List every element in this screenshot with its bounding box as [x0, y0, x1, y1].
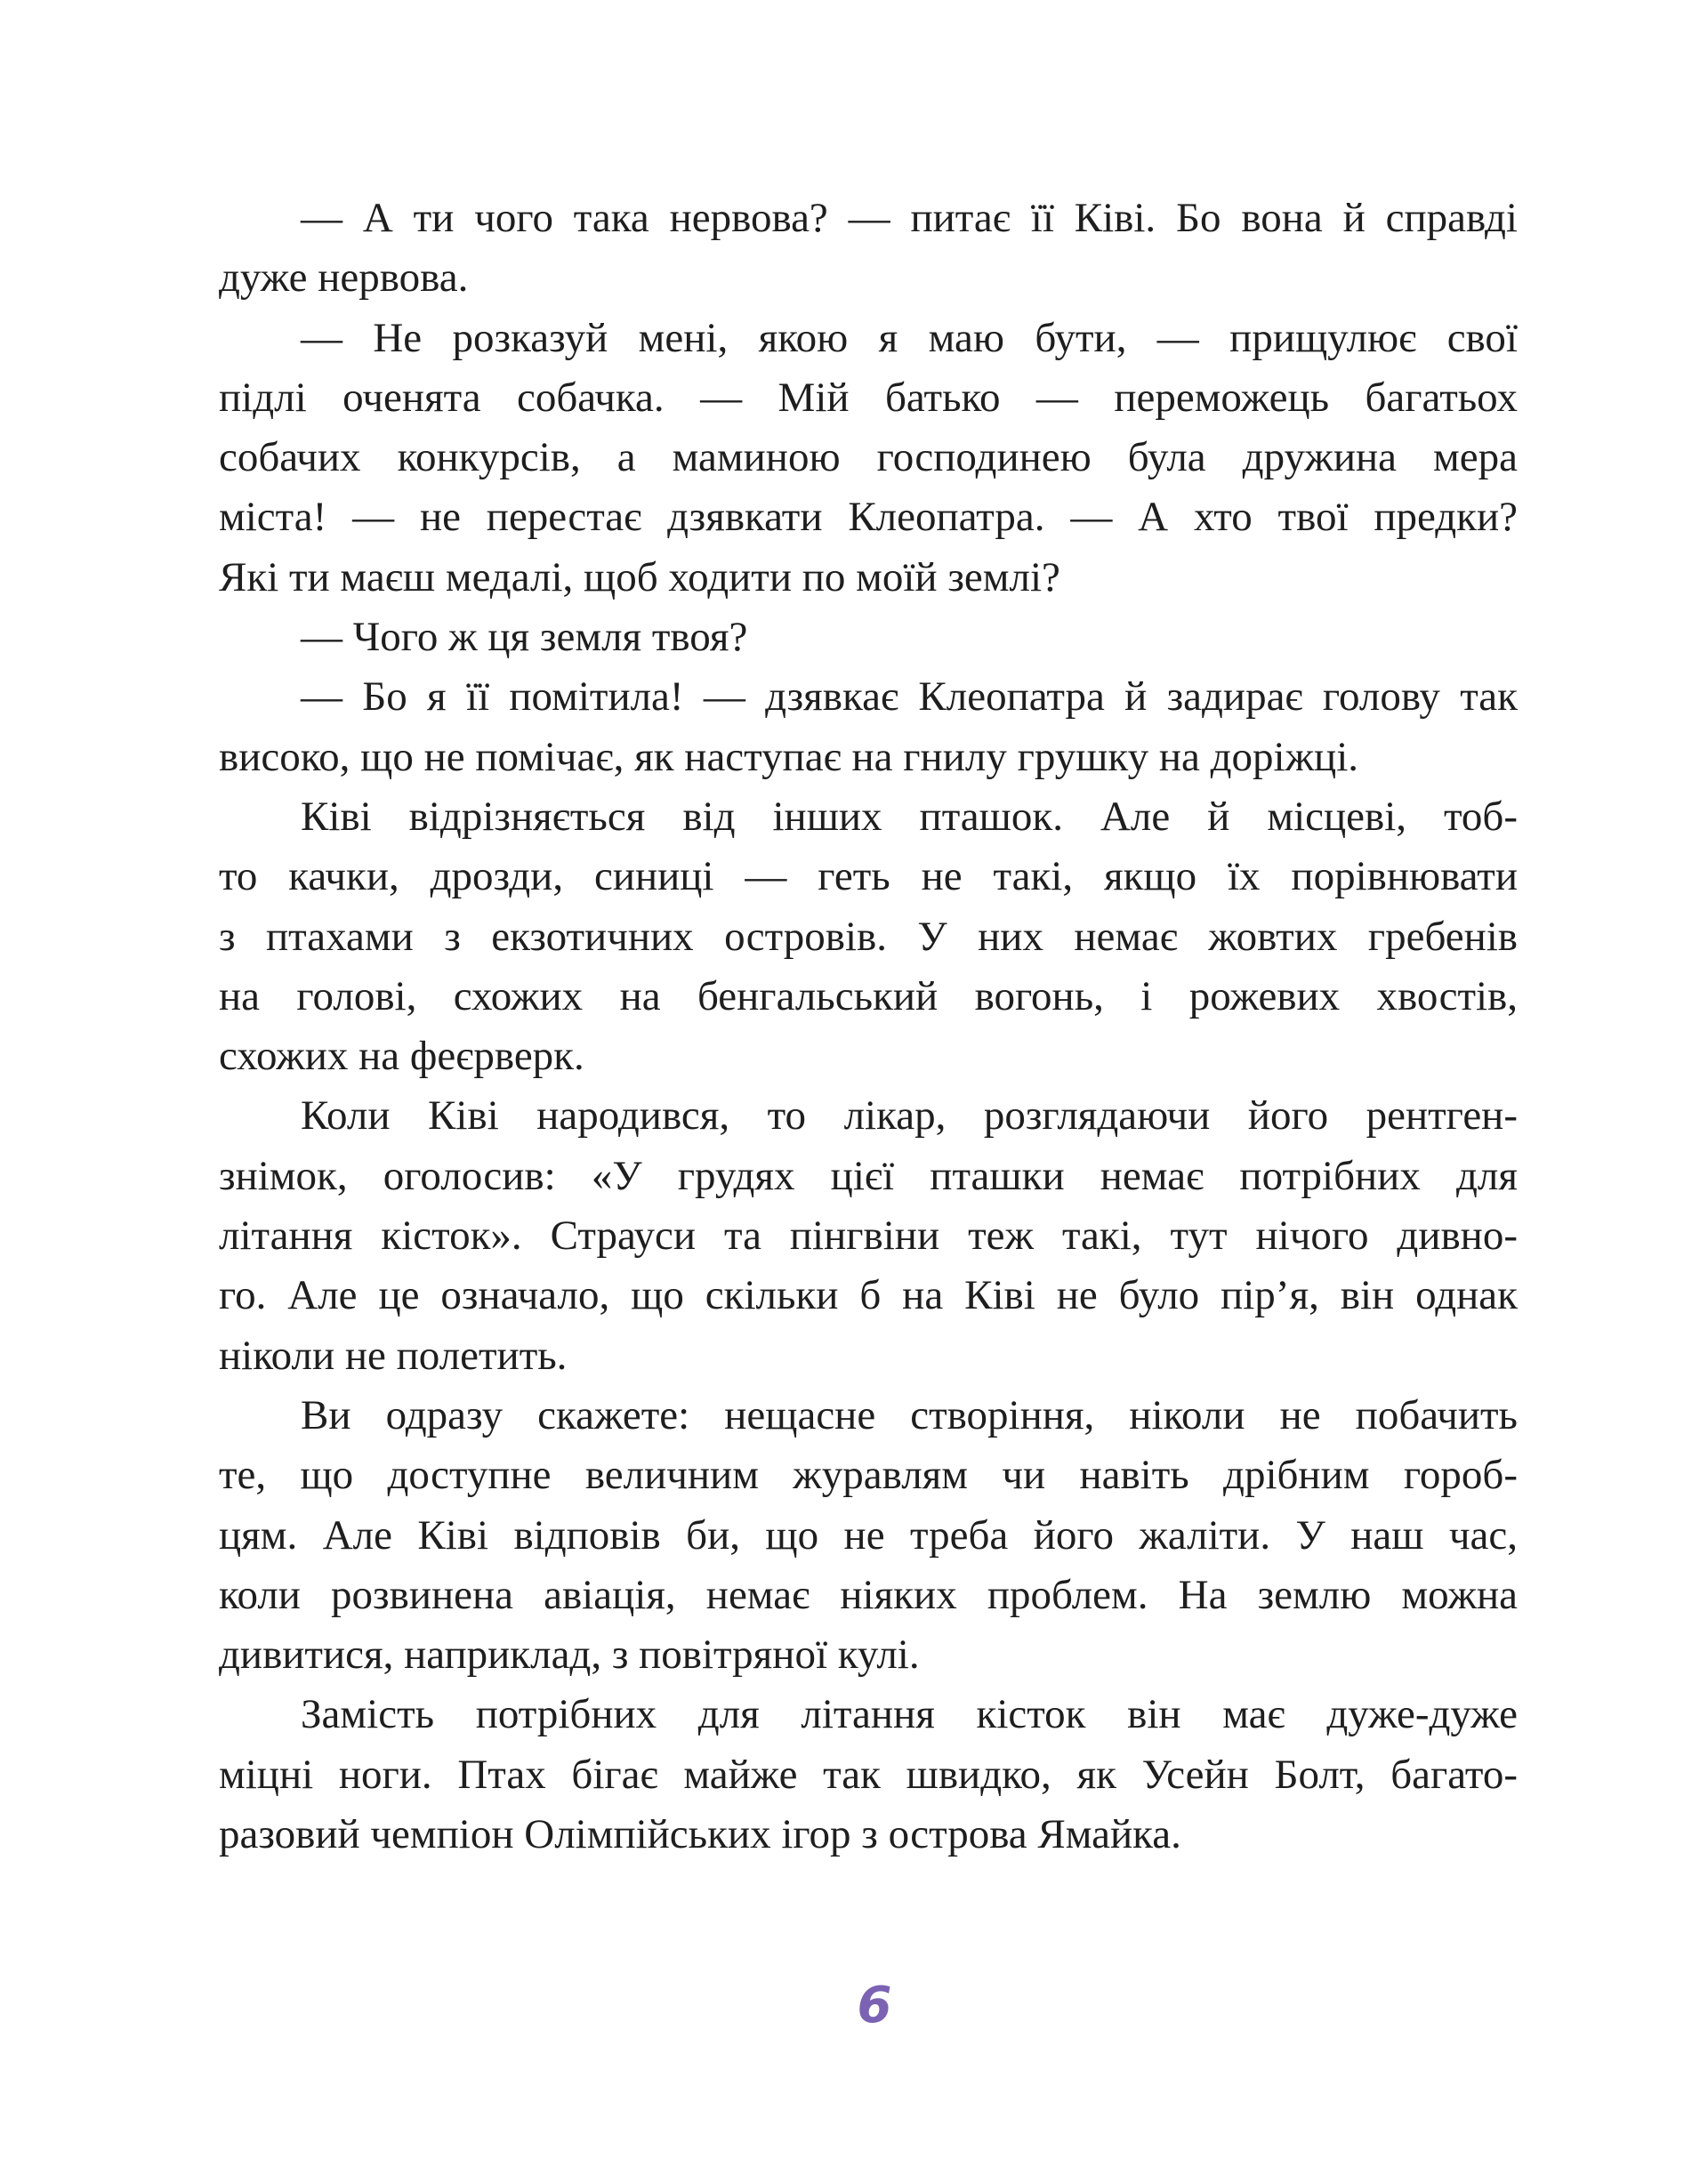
text-line: — Чого ж ця земля твоя?: [301, 614, 748, 661]
text-line: — А ти чого така нервова? — питає її Ківі. Бо вона й справді: [301, 195, 1518, 241]
text-line: Які ти маєш медалі, щоб ходити по моїй землі?: [219, 553, 1060, 600]
text-line: з птахами з екзотичних островів. У них немає жовтих гребенів: [219, 913, 1518, 960]
text-line: Коли Ківі народився, то лікар, розглядаючи його рентген-: [301, 1092, 1518, 1140]
text-line: Ківі відрізняється від інших пташок. Але й місцеві, тоб-: [301, 793, 1518, 840]
text-line: літання кісток». Страуси та пінгвіни теж такі, тут нічого дивно-: [219, 1212, 1518, 1260]
book-page-text: [219, 189, 1518, 1865]
text-line: дивитися, наприклад, з повітряної кулі.: [219, 1631, 920, 1679]
page-number: 6: [857, 1977, 892, 2034]
text-line: то качки, дрозди, синиці — геть не такі, якщо їх порівнювати: [219, 853, 1518, 900]
text-line: цям. Але Ківі відповів би, що не треба його жаліти. У наш час,: [219, 1511, 1518, 1559]
text-line: Ви одразу скажете: нещасне створіння, ніколи не побачить: [301, 1391, 1518, 1438]
text-line: міцні ноги. Птах бігає майже так швидко, як Усейн Болт, багато-: [219, 1751, 1518, 1798]
text-line: Замість потрібних для літання кісток він має дуже-дуже: [301, 1691, 1518, 1738]
text-line: на голові, схожих на бенгальський вогонь, і рожевих хвостів,: [219, 972, 1518, 1019]
text-line: — Не розказуй мені, якою я маю бути, — прищулює свої: [301, 314, 1518, 361]
text-line: те, що доступне величним журавлям чи навіть дрібним гороб-: [219, 1452, 1518, 1499]
text-line: собачих конкурсів, а маминою господинею була дружина мера: [219, 434, 1518, 481]
text-line: ніколи не полетить.: [219, 1332, 568, 1379]
text-line: високо, що не помічає, як наступає на гнилу грушку на доріжці.: [219, 733, 1359, 780]
text-line: схожих на феєрверк.: [219, 1033, 584, 1080]
text-line: го. Але це означало, що скільки б на Ківі не було пір’я, він однак: [219, 1272, 1518, 1319]
text-line: знімок, оголосив: «У грудях цієї пташки немає потрібних для: [219, 1152, 1518, 1199]
text-line: коли розвинена авіація, немає ніяких проблем. На землю можна: [219, 1571, 1518, 1618]
text-line: — Бо я її помітила! — дзявкає Клеопатра й задирає голову так: [301, 673, 1518, 721]
text-line: разовий чемпіон Олімпійських ігор з острова Ямайка.: [219, 1811, 1181, 1858]
text-line: міста! — не перестає дзявкати Клеопатра. — А хто твої предки?: [219, 494, 1518, 541]
text-line: дуже нервова.: [219, 254, 469, 302]
text-line: підлі оченята собачка. — Мій батько — переможець багатьох: [219, 374, 1518, 421]
